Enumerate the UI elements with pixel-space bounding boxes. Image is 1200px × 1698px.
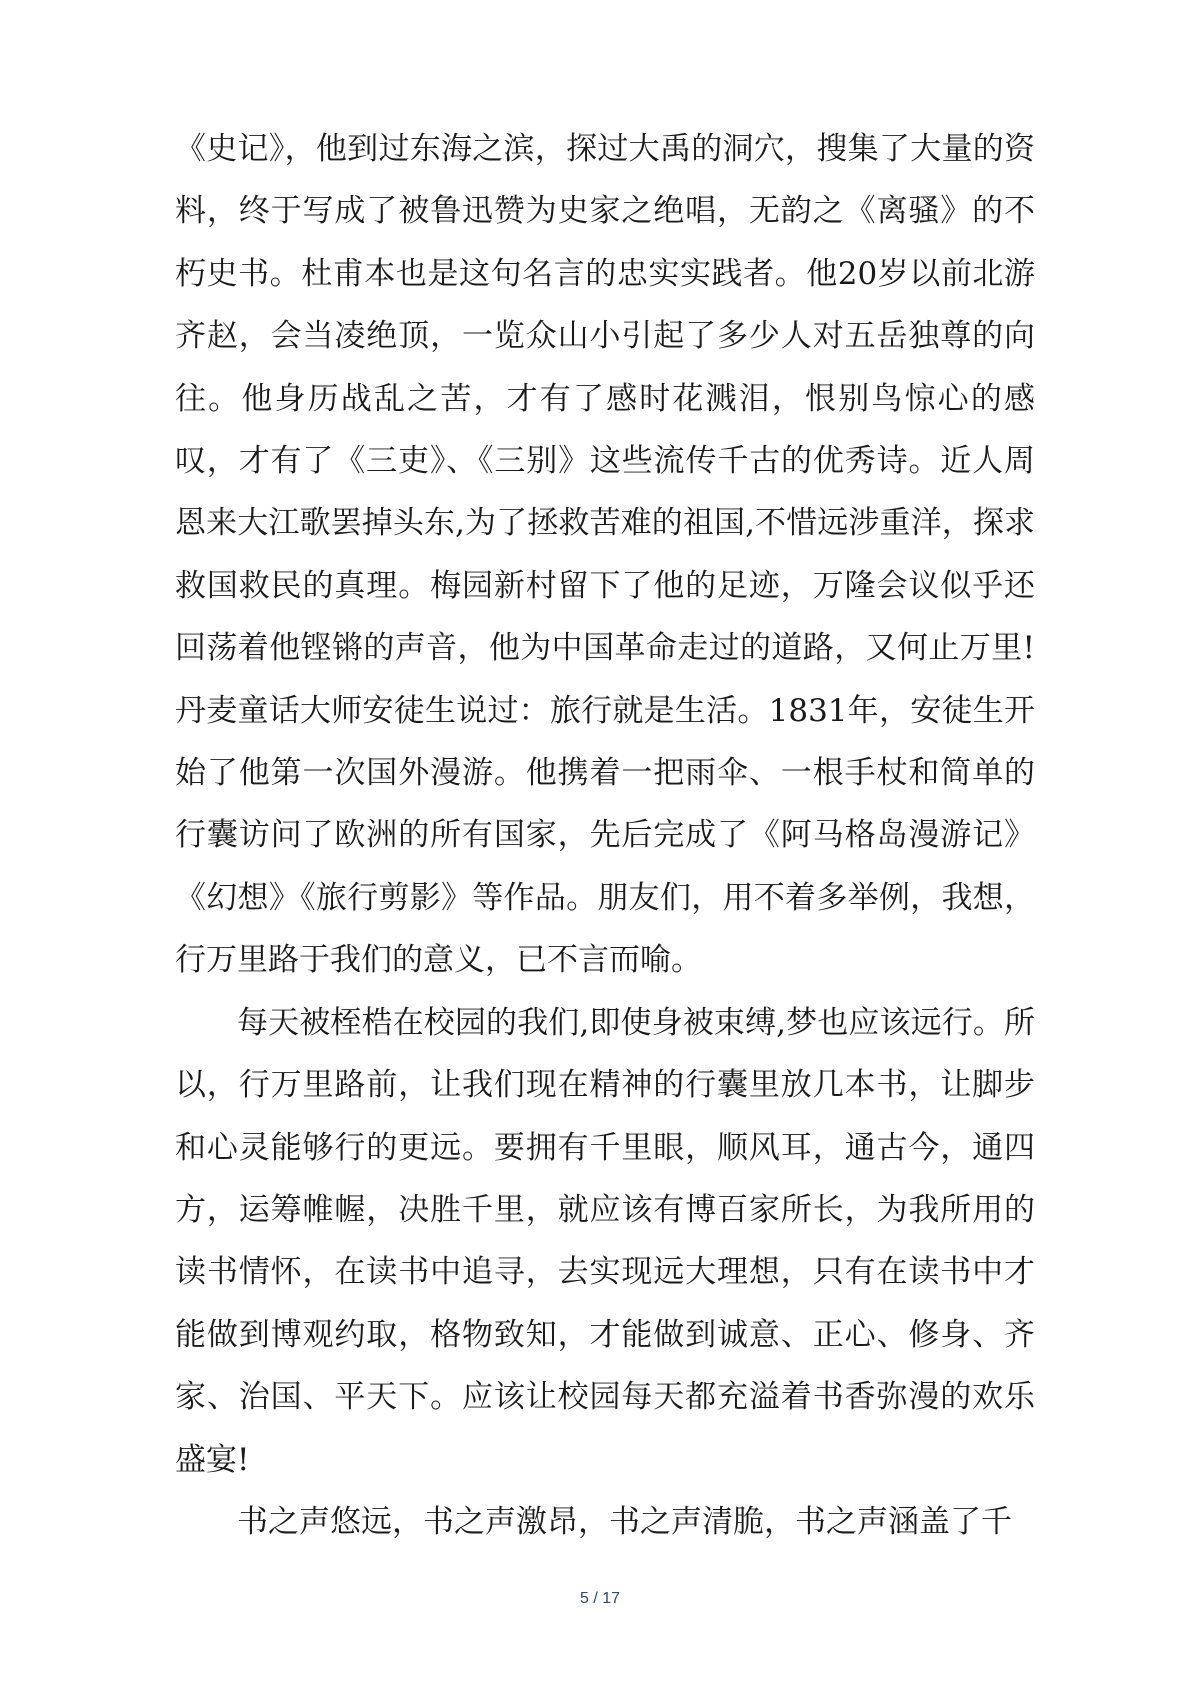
page-number: 5 / 17	[579, 1590, 621, 1607]
paragraph-3: 书之声悠远，书之声激昂，书之声清脆，书之声涵盖了千	[237, 1503, 1012, 1540]
document-body	[175, 118, 1035, 1553]
paragraph-2: 每天被桎梏在校园的我们,即使身被束缚,梦也应该远行。所以，行万里路前，让我们现在精神的行囊里放几本书，让脚步和心灵能够行的更远。要拥有千里眼，顺风耳，通古今，通四方，运筹帷幄，决胜千里，就应该有博百家所长，为我所用的读书情怀，在读书中追寻，去实现远大理想，只有在读书中才能做到博观约取，格物致知，才能做到诚意、正心、修身、齐家、治国、平天下。应该让校园每天都充溢着书香弥漫的欢乐盛宴!	[175, 1004, 1035, 1478]
paragraph-1: 《史记》，他到过东海之滨，探过大禹的洞穴，搜集了大量的资料，终于写成了被鲁迅赞为史家之绝唱，无韵之《离骚》的不朽史书。杜甫本也是这句名言的忠实实践者。他20岁以前北游齐赵，会当凌绝顶，一览众山小引起了多少人对五岳独尊的向往。他身历战乱之苦，才有了感时花溅泪，恨别鸟惊心的感叹，才有了《三吏》、《三别》这些流传千古的优秀诗。近人周恩来大江歌罢掉头东,为了拯救苦难的祖国,不惜远涉重洋，探求救国救民的真理。梅园新村留下了他的足迹，万隆会议似乎还回荡着他铿锵的声音，他为中国革命走过的道路，又何止万里!丹麦童话大师安徒生说过：旅行就是生活。1831年，安徒生开始了他第一次国外漫游。他携着一把雨伞、一根手杖和简单的行囊访问了欧洲的所有国家，先后完成了《阿马格岛漫游记》《幻想》《旅行剪影》等作品。朋友们，用不着多举例，我想，行万里路于我们的意义，已不言而喻。	[175, 131, 1035, 979]
